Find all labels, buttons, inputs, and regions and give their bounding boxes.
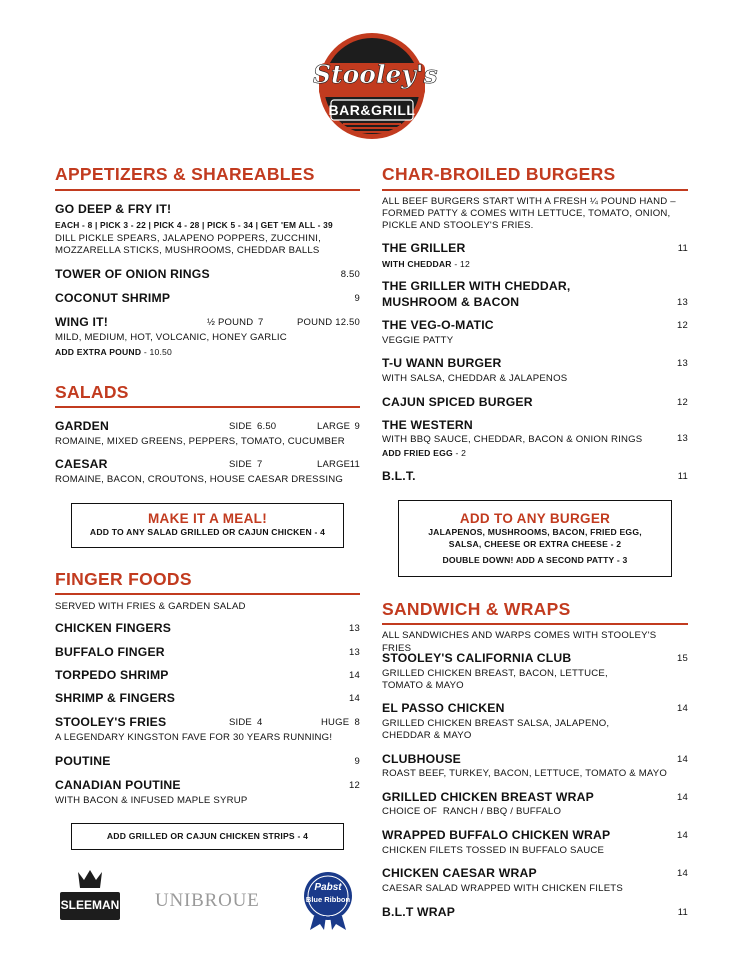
finger-foods-rule xyxy=(55,593,360,595)
garden-item xyxy=(55,419,360,433)
finger-foods-intro: SERVED WITH FRIES & GARDEN SALAD xyxy=(55,601,246,612)
clubhouse-name: CLUBHOUSE xyxy=(382,752,461,766)
blt-wrap-name: B.L.T WRAP xyxy=(382,905,456,919)
wings-desc: MILD, MEDIUM, HOT, VOLCANIC, HONEY GARLIC xyxy=(55,332,287,343)
caesar-wrap-item xyxy=(382,866,688,880)
coconut-shrimp-name: COCONUT SHRIMP xyxy=(55,291,171,305)
appetizers-title: APPETIZERS & SHAREABLES xyxy=(55,164,315,184)
western-name: THE WESTERN xyxy=(382,418,473,432)
caesar-wrap-name: CHICKEN CAESAR WRAP xyxy=(382,866,537,880)
gcb-wrap-desc: CHOICE OF RANCH / BBQ / BUFFALO xyxy=(382,806,562,817)
poutine-price: 9 xyxy=(354,756,360,767)
tuwann-item xyxy=(382,356,688,370)
sandwiches-rule xyxy=(382,623,688,625)
cajun-name: CAJUN SPICED BURGER xyxy=(382,395,533,409)
griller-addon-label: WITH CHEDDAR xyxy=(382,259,452,269)
cajun-item xyxy=(382,395,688,409)
stooleys-logo xyxy=(313,30,438,142)
griller-combo-price: 13 xyxy=(677,297,688,308)
tuwann-price: 13 xyxy=(677,358,688,369)
wings-addon-price: - 10.50 xyxy=(143,347,172,357)
canadian-poutine-desc: WITH BACON & INFUSED MAPLE SYRUP xyxy=(55,795,248,806)
buffalo-wrap-desc: CHICKEN FILETS TOSSED IN BUFFALO SAUCE xyxy=(382,845,605,856)
onion-rings-name: TOWER OF ONION RINGS xyxy=(55,267,210,281)
garden-name: GARDEN xyxy=(55,419,110,433)
add-burger-title: ADD TO ANY BURGER xyxy=(459,511,611,526)
poutine-name: POUTINE xyxy=(55,754,111,768)
blt-name: B.L.T. xyxy=(382,469,416,483)
griller-combo-item xyxy=(382,295,688,309)
elpasso-desc-1: GRILLED CHICKEN BREAST SALSA, JALAPENO, xyxy=(382,718,610,729)
caesar-desc: ROMAINE, BACON, CROUTONS, HOUSE CAESAR DRESSING xyxy=(55,474,344,485)
garden-desc: ROMAINE, MIXED GREENS, PEPPERS, TOMATO, CUCUMBER xyxy=(55,436,345,447)
pabst-logo xyxy=(300,870,356,932)
sleeman-logo xyxy=(50,868,130,928)
western-desc: WITH BBQ SAUCE, CHEDDAR, BACON & ONION RINGS xyxy=(382,434,643,445)
unibroue-logo: UNIBROUE xyxy=(155,890,260,911)
gcb-wrap-name: GRILLED CHICKEN BREAST WRAP xyxy=(382,790,594,804)
cajun-price: 12 xyxy=(677,397,688,408)
wings-half-price: 7 xyxy=(258,317,264,328)
coconut-shrimp-item xyxy=(55,291,360,305)
griller-name: THE GRILLER xyxy=(382,241,466,255)
california-price: 15 xyxy=(677,653,688,664)
western-price: 13 xyxy=(677,433,688,444)
onion-rings-item xyxy=(55,267,360,281)
buffalo-wrap-price: 14 xyxy=(677,830,688,841)
chicken-strips-line: ADD GRILLED OR CAJUN CHICKEN STRIPS - 4 xyxy=(106,831,309,841)
make-it-a-meal-title: MAKE IT A MEAL! xyxy=(148,511,267,526)
western-addon xyxy=(382,448,466,458)
wings-name: WING IT! xyxy=(55,315,109,329)
caesar-large-price: 11 xyxy=(349,459,360,470)
garden-large-label: LARGE xyxy=(317,421,351,432)
add-burger-line-2: SALSA, CHEESE OR EXTRA CHEESE - 2 xyxy=(448,539,622,549)
western-addon-price: - 2 xyxy=(455,448,467,458)
elpasso-name: EL PASSO CHICKEN xyxy=(382,701,505,715)
wings-half-label: ½ POUND xyxy=(207,317,254,328)
western-addon-label: ADD FRIED EGG xyxy=(382,448,453,458)
caesar-wrap-desc: CAESAR SALAD WRAPPED WITH CHICKEN FILETS xyxy=(382,883,623,894)
caesar-side-label: SIDE xyxy=(229,459,252,470)
clubhouse-desc: ROAST BEEF, TURKEY, BACON, LETTUCE, TOMATO & MAYO xyxy=(382,768,668,779)
blt-wrap-price: 11 xyxy=(677,907,688,918)
sandwiches-title: SANDWICH & WRAPS xyxy=(382,599,571,619)
griller-combo-name-2: MUSHROOM & BACON xyxy=(382,295,520,309)
griller-addon xyxy=(382,259,470,269)
buffalo-wrap-name: WRAPPED BUFFALO CHICKEN WRAP xyxy=(382,828,611,842)
fries-item xyxy=(55,715,360,729)
griller-price: 11 xyxy=(677,243,688,254)
deep-fry-desc-2: MOZZARELLA STICKS, MUSHROOMS, CHEDDAR BALLS xyxy=(55,245,320,256)
buffalo-wrap-item xyxy=(382,828,688,842)
fries-side-price: 4 xyxy=(257,717,263,728)
gcb-wrap-price: 14 xyxy=(677,792,688,803)
wings-addon xyxy=(55,347,172,357)
burgers-intro-3: PICKLE AND STOOLEY'S FRIES. xyxy=(382,220,534,231)
finger-item xyxy=(55,691,360,705)
sandwiches-intro: ALL SANDWICHES AND WARPS COMES WITH STOOLEY'S FRIES xyxy=(382,630,657,654)
elpasso-desc-2: CHEDDAR & MAYO xyxy=(382,730,472,741)
finger-item-name: CHICKEN FINGERS xyxy=(55,621,172,635)
elpasso-price: 14 xyxy=(677,703,688,714)
salads-rule xyxy=(55,406,360,408)
deep-fry-name: GO DEEP & FRY IT! xyxy=(55,202,172,216)
canadian-poutine-name: CANADIAN POUTINE xyxy=(55,778,181,792)
vegomatic-name: THE VEG-O-MATIC xyxy=(382,318,494,332)
griller-item xyxy=(382,241,688,255)
fries-side-label: SIDE xyxy=(229,717,252,728)
burgers-title: CHAR-BROILED BURGERS xyxy=(382,164,616,184)
vegomatic-price: 12 xyxy=(677,320,688,331)
finger-item xyxy=(55,645,360,659)
vegomatic-desc: VEGGIE PATTY xyxy=(382,335,454,346)
appetizers-rule xyxy=(55,189,360,191)
blt-wrap-item xyxy=(382,905,688,919)
vegomatic-item xyxy=(382,318,688,332)
garden-side-price: 6.50 xyxy=(257,421,277,432)
wings-addon-label: ADD EXTRA POUND xyxy=(55,347,142,357)
canadian-poutine-price: 12 xyxy=(349,780,360,791)
add-burger-line-1: JALAPENOS, MUSHROOMS, BACON, FRIED EGG, xyxy=(428,527,642,537)
caesar-name: CAESAR xyxy=(55,457,108,471)
caesar-side-price: 7 xyxy=(257,459,263,470)
griller-addon-price: - 12 xyxy=(454,259,470,269)
add-burger-line-3: DOUBLE DOWN! ADD A SECOND PATTY - 3 xyxy=(442,555,628,565)
canadian-poutine-item xyxy=(55,778,360,792)
caesar-item xyxy=(55,457,360,471)
fries-huge-price: 8 xyxy=(354,717,360,728)
finger-item-price: 14 xyxy=(349,693,360,704)
caesar-wrap-price: 14 xyxy=(677,868,688,879)
wings-pound-label: POUND xyxy=(297,317,333,328)
finger-item-price: 14 xyxy=(349,670,360,681)
sleeman-text: SLEEMAN xyxy=(60,898,120,912)
onion-rings-price: 8.50 xyxy=(340,269,360,280)
blt-price: 11 xyxy=(677,471,688,482)
burgers-intro-2: FORMED PATTY & COMES WITH LETTUCE, TOMATO, ONION, xyxy=(382,208,671,219)
finger-item-name: TORPEDO SHRIMP xyxy=(55,668,169,682)
california-desc-1: GRILLED CHICKEN BREAST, BACON, LETTUCE, xyxy=(382,668,608,679)
tuwann-desc: WITH SALSA, CHEDDAR & JALAPENOS xyxy=(382,373,568,384)
logo-script-text: Stooley's xyxy=(313,60,438,89)
pabst-text-1: Pabst xyxy=(314,882,342,893)
clubhouse-item xyxy=(382,752,688,766)
finger-item xyxy=(55,668,360,682)
blt-item xyxy=(382,469,688,483)
finger-item xyxy=(55,621,360,635)
gcb-wrap-item xyxy=(382,790,688,804)
caesar-large-label: LARGE xyxy=(317,459,351,470)
griller-combo-name-1: THE GRILLER WITH CHEDDAR, xyxy=(382,279,571,293)
fries-name: STOOLEY'S FRIES xyxy=(55,715,167,729)
clubhouse-price: 14 xyxy=(677,754,688,765)
burgers-intro-1: ALL BEEF BURGERS START WITH A FRESH ¼ POUND HAND – xyxy=(382,196,676,207)
add-to-any-burger-box xyxy=(398,500,672,577)
coconut-shrimp-price: 9 xyxy=(354,293,360,304)
deep-fry-pricing: EACH - 8 | PICK 3 - 22 | PICK 4 - 28 | PICK 5 - 34 | GET 'EM ALL - 39 xyxy=(55,220,333,230)
california-desc-2: TOMATO & MAYO xyxy=(382,680,464,691)
sponsor-logos xyxy=(50,868,350,932)
make-it-a-meal-box xyxy=(71,503,344,548)
make-it-a-meal-line: ADD TO ANY SALAD GRILLED OR CAJUN CHICKEN - 4 xyxy=(89,527,326,537)
pabst-text-2: Blue Ribbon xyxy=(305,895,351,904)
tuwann-name: T-U WANN BURGER xyxy=(382,356,502,370)
deep-fry-desc-1: DILL PICKLE SPEARS, JALAPENO POPPERS, ZUCCHINI, xyxy=(55,233,322,244)
burgers-rule xyxy=(382,189,688,191)
finger-item-price: 13 xyxy=(349,623,360,634)
poutine-item xyxy=(55,754,360,768)
garden-side-label: SIDE xyxy=(229,421,252,432)
wings-pound-price: 12.50 xyxy=(335,317,360,328)
logo-sub-text: BAR&GRILL xyxy=(328,102,416,118)
garden-large-price: 9 xyxy=(354,421,360,432)
wings-item xyxy=(55,315,360,329)
fries-huge-label: HUGE xyxy=(321,717,350,728)
elpasso-item xyxy=(382,701,688,715)
california-item xyxy=(382,651,688,665)
salads-title: SALADS xyxy=(55,382,129,402)
fries-desc: A LEGENDARY KINGSTON FAVE FOR 30 YEARS RUNNING! xyxy=(55,732,333,743)
california-name: STOOLEY'S CALIFORNIA CLUB xyxy=(382,651,572,665)
finger-item-name: BUFFALO FINGER xyxy=(55,645,165,659)
chicken-strips-box xyxy=(71,823,344,850)
finger-item-price: 13 xyxy=(349,647,360,658)
finger-item-name: SHRIMP & FINGERS xyxy=(55,691,176,705)
finger-foods-title: FINGER FOODS xyxy=(55,569,192,589)
